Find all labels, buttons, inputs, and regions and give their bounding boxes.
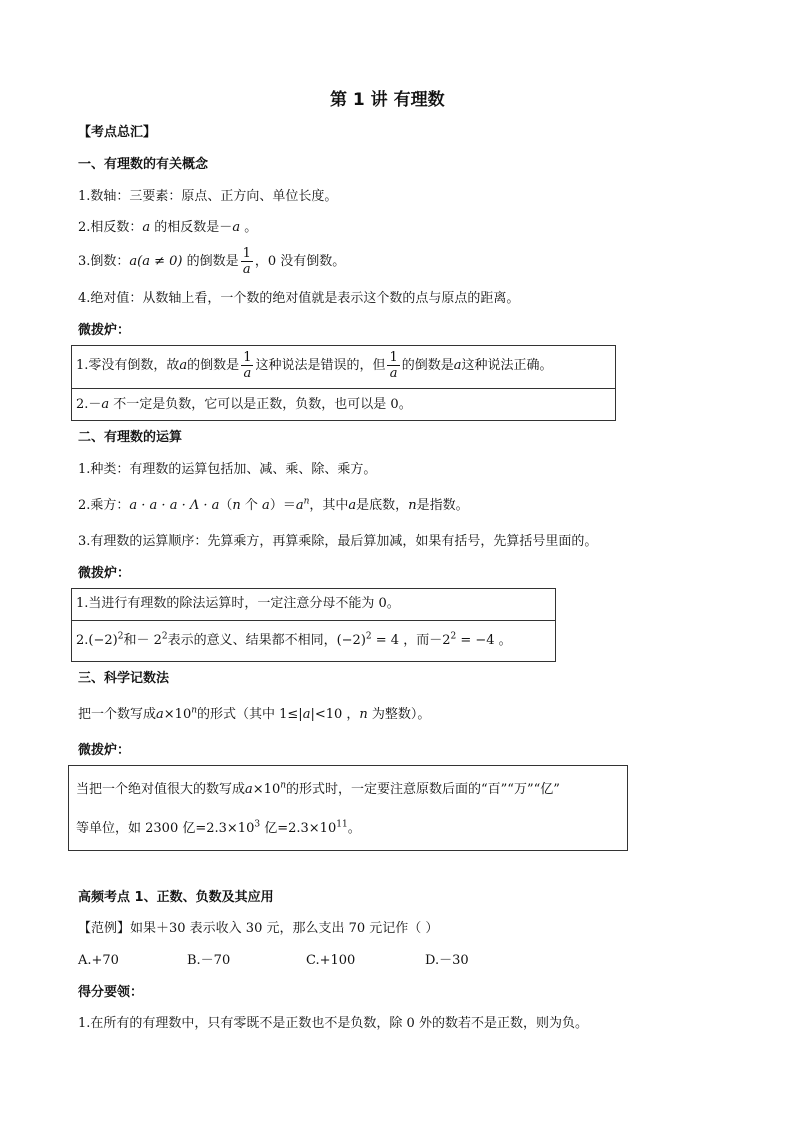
score-line1: 1.在所有的有理数中，只有零既不是正数也不是负数，除 0 外的数若不是正数，则为负。 [78, 1016, 588, 1031]
section1-heading: 一、有理数的有关概念 [78, 157, 209, 172]
tip-box-3 [68, 765, 628, 851]
sec2-line1: 1.种类：有理数的运算包括加、减、乘、除、乘方。 [78, 462, 377, 477]
option-b: B.－70 [187, 953, 231, 968]
warn-label-1: 微拨炉： [78, 323, 131, 338]
tip-box-2-divider [71, 620, 556, 621]
option-a: A.+70 [78, 953, 119, 968]
sec1-line1: 1.数轴：三要素：原点、正方向、单位长度。 [78, 189, 338, 204]
sec1-line3: 3.倒数：a(a ≠ 0) 的倒数是 $\frac{1}{a}$ ，0 没有倒数。 [78, 246, 346, 277]
sec2-line2: 2.乘方：a · a · a · Λ · a（n 个 $a)=a^n$，其中a是底数，n是指数。 [78, 496, 469, 513]
sec1-line4: 4.绝对值：从数轴上看，一个数的绝对值就是表示这个数的点与原点的距离。 [78, 291, 520, 306]
tip-box-1-divider [71, 388, 616, 389]
tip-box-1-row2: 2.－a 不一定是负数，它可以是正数，负数，也可以是 0。 [76, 397, 412, 412]
warn-label-2: 微拨炉： [78, 566, 131, 581]
fraction-1-over-a: $\frac{1}{a}$ [242, 246, 251, 277]
example-question: 【范例】如果＋30 表示收入 30 元，那么支出 70 元记作（ ） [78, 921, 439, 936]
sec2-line3: 3.有理数的运算顺序：先算乘方，再算乘除，最后算加减，如果有括号，先算括号里面的。 [78, 534, 598, 549]
tip-box-3-line2: 等单位，如 2300 亿$=2.3\times 10^3$ 亿$=2.3\times 10^{11}$。 [76, 819, 361, 836]
sec1-line2: 2.相反数：a 的相反数是－a 。 [78, 220, 258, 235]
tip-box-2-row2: $2.(-2)^2$和－ $2^2$表示的意义、结果都不相同，$(-2)^2 = 4$ ，而$-2^2 = -4$ 。 [76, 631, 512, 648]
warn-label-3: 微拨炉： [78, 743, 131, 758]
option-d: D.－30 [425, 953, 469, 968]
sec3-line1: 把一个数写成$a\times 10^n$的形式（其中 1≤|a|<10 ，n 为整数）。 [78, 705, 431, 722]
section2-heading: 二、有理数的运算 [78, 430, 183, 445]
option-c: C.+100 [306, 953, 356, 968]
page-title: 第 1 讲 有理数 [330, 90, 445, 110]
gaopin-heading: 高频考点 1、正数、负数及其应用 [78, 890, 274, 905]
tip-box-2-row1: 1.当进行有理数的除法运算时，一定注意分母不能为 0。 [76, 596, 400, 611]
section3-heading: 三、科学记数法 [78, 671, 170, 686]
tip-box-3-line1: 当把一个绝对值很大的数写成$a\times 10^n$的形式时，一定要注意原数后面的“百”“万”“亿” [76, 780, 560, 797]
score-heading: 得分要领： [78, 985, 144, 1000]
kaodian-heading: 【考点总汇】 [78, 125, 157, 140]
tip-box-1-row1: 1.零没有倒数，故a的倒数是 $\frac{1}{a}$ 这种说法是错误的，但 $\frac{1}{a}$ 的倒数是a这种说法正确。 [76, 350, 553, 381]
